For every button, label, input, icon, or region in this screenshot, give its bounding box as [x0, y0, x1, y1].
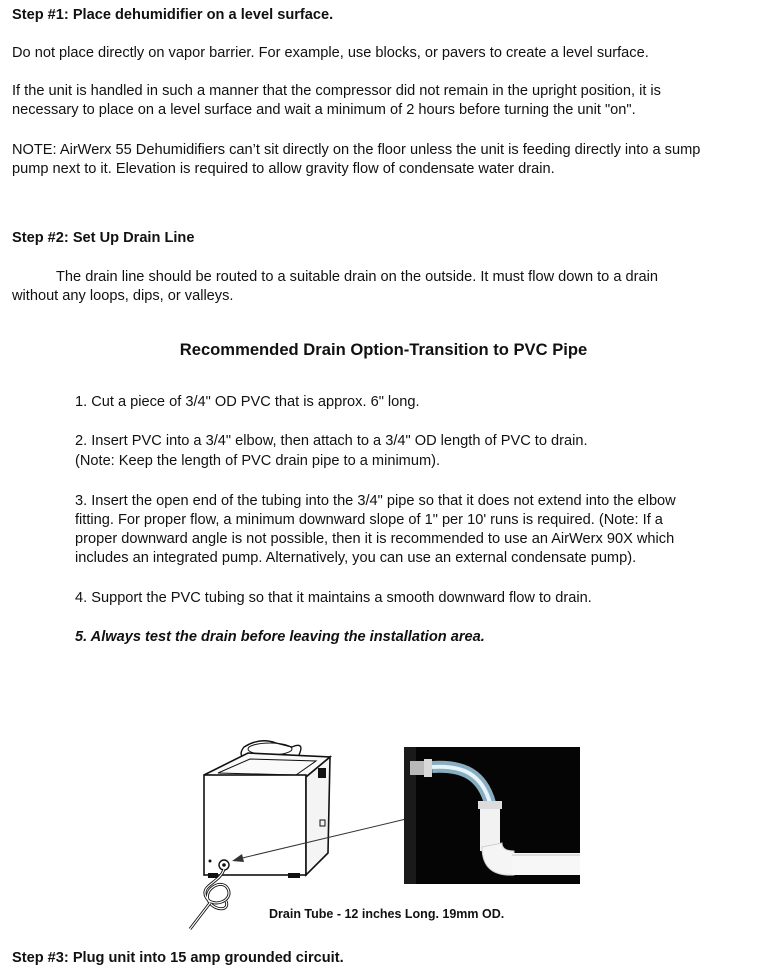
- step1-paragraph-2-line1: If the unit is handled in such a manner that the compressor did not remain in the upright position, it is: [12, 83, 661, 99]
- step1-paragraph-1: Do not place directly on vapor barrier. For example, use blocks, or pavers to create a level surface.: [12, 45, 649, 61]
- step1-paragraph-2-line2: necessary to place on a level surface and wait a minimum of 2 hours before turning the unit "on".: [12, 102, 636, 118]
- step2-title: Step #2: Set Up Drain Line: [12, 230, 195, 246]
- step1-note-line2: pump next to it. Elevation is required to allow gravity flow of condensate water drain.: [12, 161, 555, 177]
- list-item-3-line3: proper downward angle is not possible, then it is recommended to use an AirWerx 90X which: [75, 531, 675, 547]
- list-item-3-line1: 3. Insert the open end of the tubing into the 3/4" pipe so that it does not extend into the elbow: [75, 493, 676, 509]
- figure-caption: Drain Tube - 12 inches Long. 19mm OD.: [269, 907, 505, 921]
- step2-paragraph-line2: without any loops, dips, or valleys.: [12, 288, 234, 304]
- list-item-3-line4: includes an integrated pump. Alternatively, you can use an external condensate pump).: [75, 550, 637, 566]
- step1-note-line1: NOTE: AirWerx 55 Dehumidifiers can’t sit directly on the floor unless the unit is feeding directly into a sump: [12, 142, 701, 158]
- list-item-3-line2: fitting. For proper flow, a minimum downward slope of 1" per 10' runs is required. (Note: If a: [75, 512, 663, 528]
- drain-tube-photo: [404, 747, 580, 884]
- step3-title: Step #3: Plug unit into 15 amp grounded circuit.: [12, 950, 344, 966]
- step1-title: Step #1: Place dehumidifier on a level surface.: [12, 7, 334, 23]
- list-item-4: 4. Support the PVC tubing so that it maintains a smooth downward flow to drain.: [75, 590, 592, 606]
- recommended-heading: Recommended Drain Option-Transition to PVC Pipe: [179, 340, 588, 359]
- list-item-5: 5. Always test the drain before leaving the installation area.: [75, 629, 485, 645]
- list-item-2-line1: 2. Insert PVC into a 3/4" elbow, then attach to a 3/4" OD length of PVC to drain.: [75, 433, 588, 449]
- step2-paragraph-line1: The drain line should be routed to a suitable drain on the outside. It must flow down to a drain: [56, 269, 658, 285]
- list-item-1: 1. Cut a piece of 3/4" OD PVC that is approx. 6" long.: [75, 394, 420, 410]
- list-item-2-line2: (Note: Keep the length of PVC drain pipe to a minimum).: [75, 453, 441, 469]
